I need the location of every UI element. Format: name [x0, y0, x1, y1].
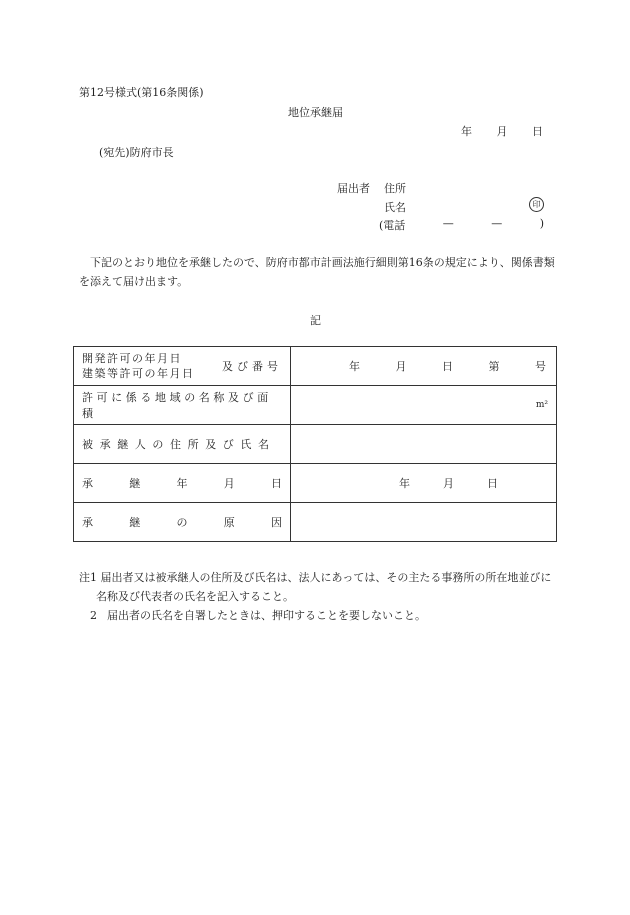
succession-date-char-1: 承: [82, 477, 93, 490]
succession-reason-char-4: 原: [223, 516, 235, 529]
permit-label-cell: [74, 347, 291, 386]
note-2-number: 2: [90, 609, 97, 622]
succession-date-char-2: 継: [129, 477, 141, 490]
succession-reason-char-1: 承: [82, 516, 93, 529]
succession-date-char-4: 月: [223, 477, 235, 490]
tel-dash-1: —: [442, 217, 454, 230]
tel-open: (電話: [379, 219, 406, 232]
telephone-line: [379, 217, 544, 233]
note-2-text: 届出者の氏名を自署したときは、押印することを要しないこと。: [107, 609, 426, 622]
permit-year: 年: [349, 360, 360, 373]
statement-text: 下記のとおり地位を承継したので、防府市都市計画法施行細則第16条の規定により、関係書類を添えて届け出ます。: [79, 256, 555, 288]
date-day: 日: [532, 125, 543, 138]
succession-day: 日: [487, 477, 498, 490]
succession-reason-char-5: 因: [271, 516, 282, 529]
succession-date-char-3: 年: [176, 477, 188, 490]
tel-close: ): [539, 217, 544, 230]
date-month: 月: [496, 125, 508, 138]
submitter-label: 届出者: [337, 182, 370, 195]
succession-reason-char-2: 継: [129, 516, 141, 529]
succession-month: 月: [443, 477, 454, 490]
permit-label-suffix: 及び番号: [222, 360, 282, 373]
succession-date-char-5: 日: [271, 477, 282, 490]
seal-mark: 印: [529, 197, 544, 212]
submitter-address-label: 住所: [384, 182, 406, 195]
addressee: (宛先)防府市長: [99, 146, 174, 159]
area-value-cell[interactable]: [291, 386, 557, 425]
succession-reason-char-3: の: [176, 516, 188, 529]
submitter-name-label: 氏名: [384, 201, 406, 214]
table-row-area: [74, 386, 557, 425]
predecessor-value-cell[interactable]: [291, 425, 557, 464]
succession-reason-value-cell[interactable]: [291, 503, 557, 542]
permit-day: 日: [442, 360, 453, 373]
notes: [79, 568, 559, 625]
permit-month: 月: [395, 360, 407, 373]
ki-heading: 記: [310, 314, 321, 327]
succession-year: 年: [399, 477, 410, 490]
succession-reason-label-cell: [74, 503, 291, 542]
permit-no-prefix: 第: [488, 360, 500, 373]
note-2: [79, 606, 559, 625]
permit-value-cell[interactable]: [291, 347, 557, 386]
form-number: 第12号様式(第16条関係): [79, 86, 204, 99]
table-row-predecessor: [74, 425, 557, 464]
document-title: 地位承継届: [288, 106, 343, 119]
permit-label-line2: 建築等許可の年月日: [82, 367, 195, 380]
area-label-cell: [74, 386, 291, 425]
note-1: 注1 届出者又は被承継人の住所及び氏名は、法人にあっては、その主たる事務所の所在地並びに名称及び代表者の氏名を記入すること。: [79, 571, 552, 603]
area-unit: m²: [535, 400, 548, 410]
form-table: [73, 346, 557, 542]
predecessor-label: 被承継人の住所及び氏名: [82, 438, 276, 451]
date-year: 年: [461, 125, 472, 138]
predecessor-label-cell: [74, 425, 291, 464]
table-row-succession-date: [74, 464, 557, 503]
table-row-permit: [74, 347, 557, 386]
table-row-succession-reason: [74, 503, 557, 542]
date-line: [461, 123, 543, 139]
succession-date-value-cell[interactable]: [291, 464, 557, 503]
permit-label-line1: 開発許可の年月日: [82, 352, 182, 365]
succession-date-label-cell: [74, 464, 291, 503]
permit-no-suffix: 号: [535, 360, 546, 373]
area-label: 許可に係る地域の名称及び面積: [82, 391, 272, 420]
tel-dash-2: —: [491, 217, 503, 230]
